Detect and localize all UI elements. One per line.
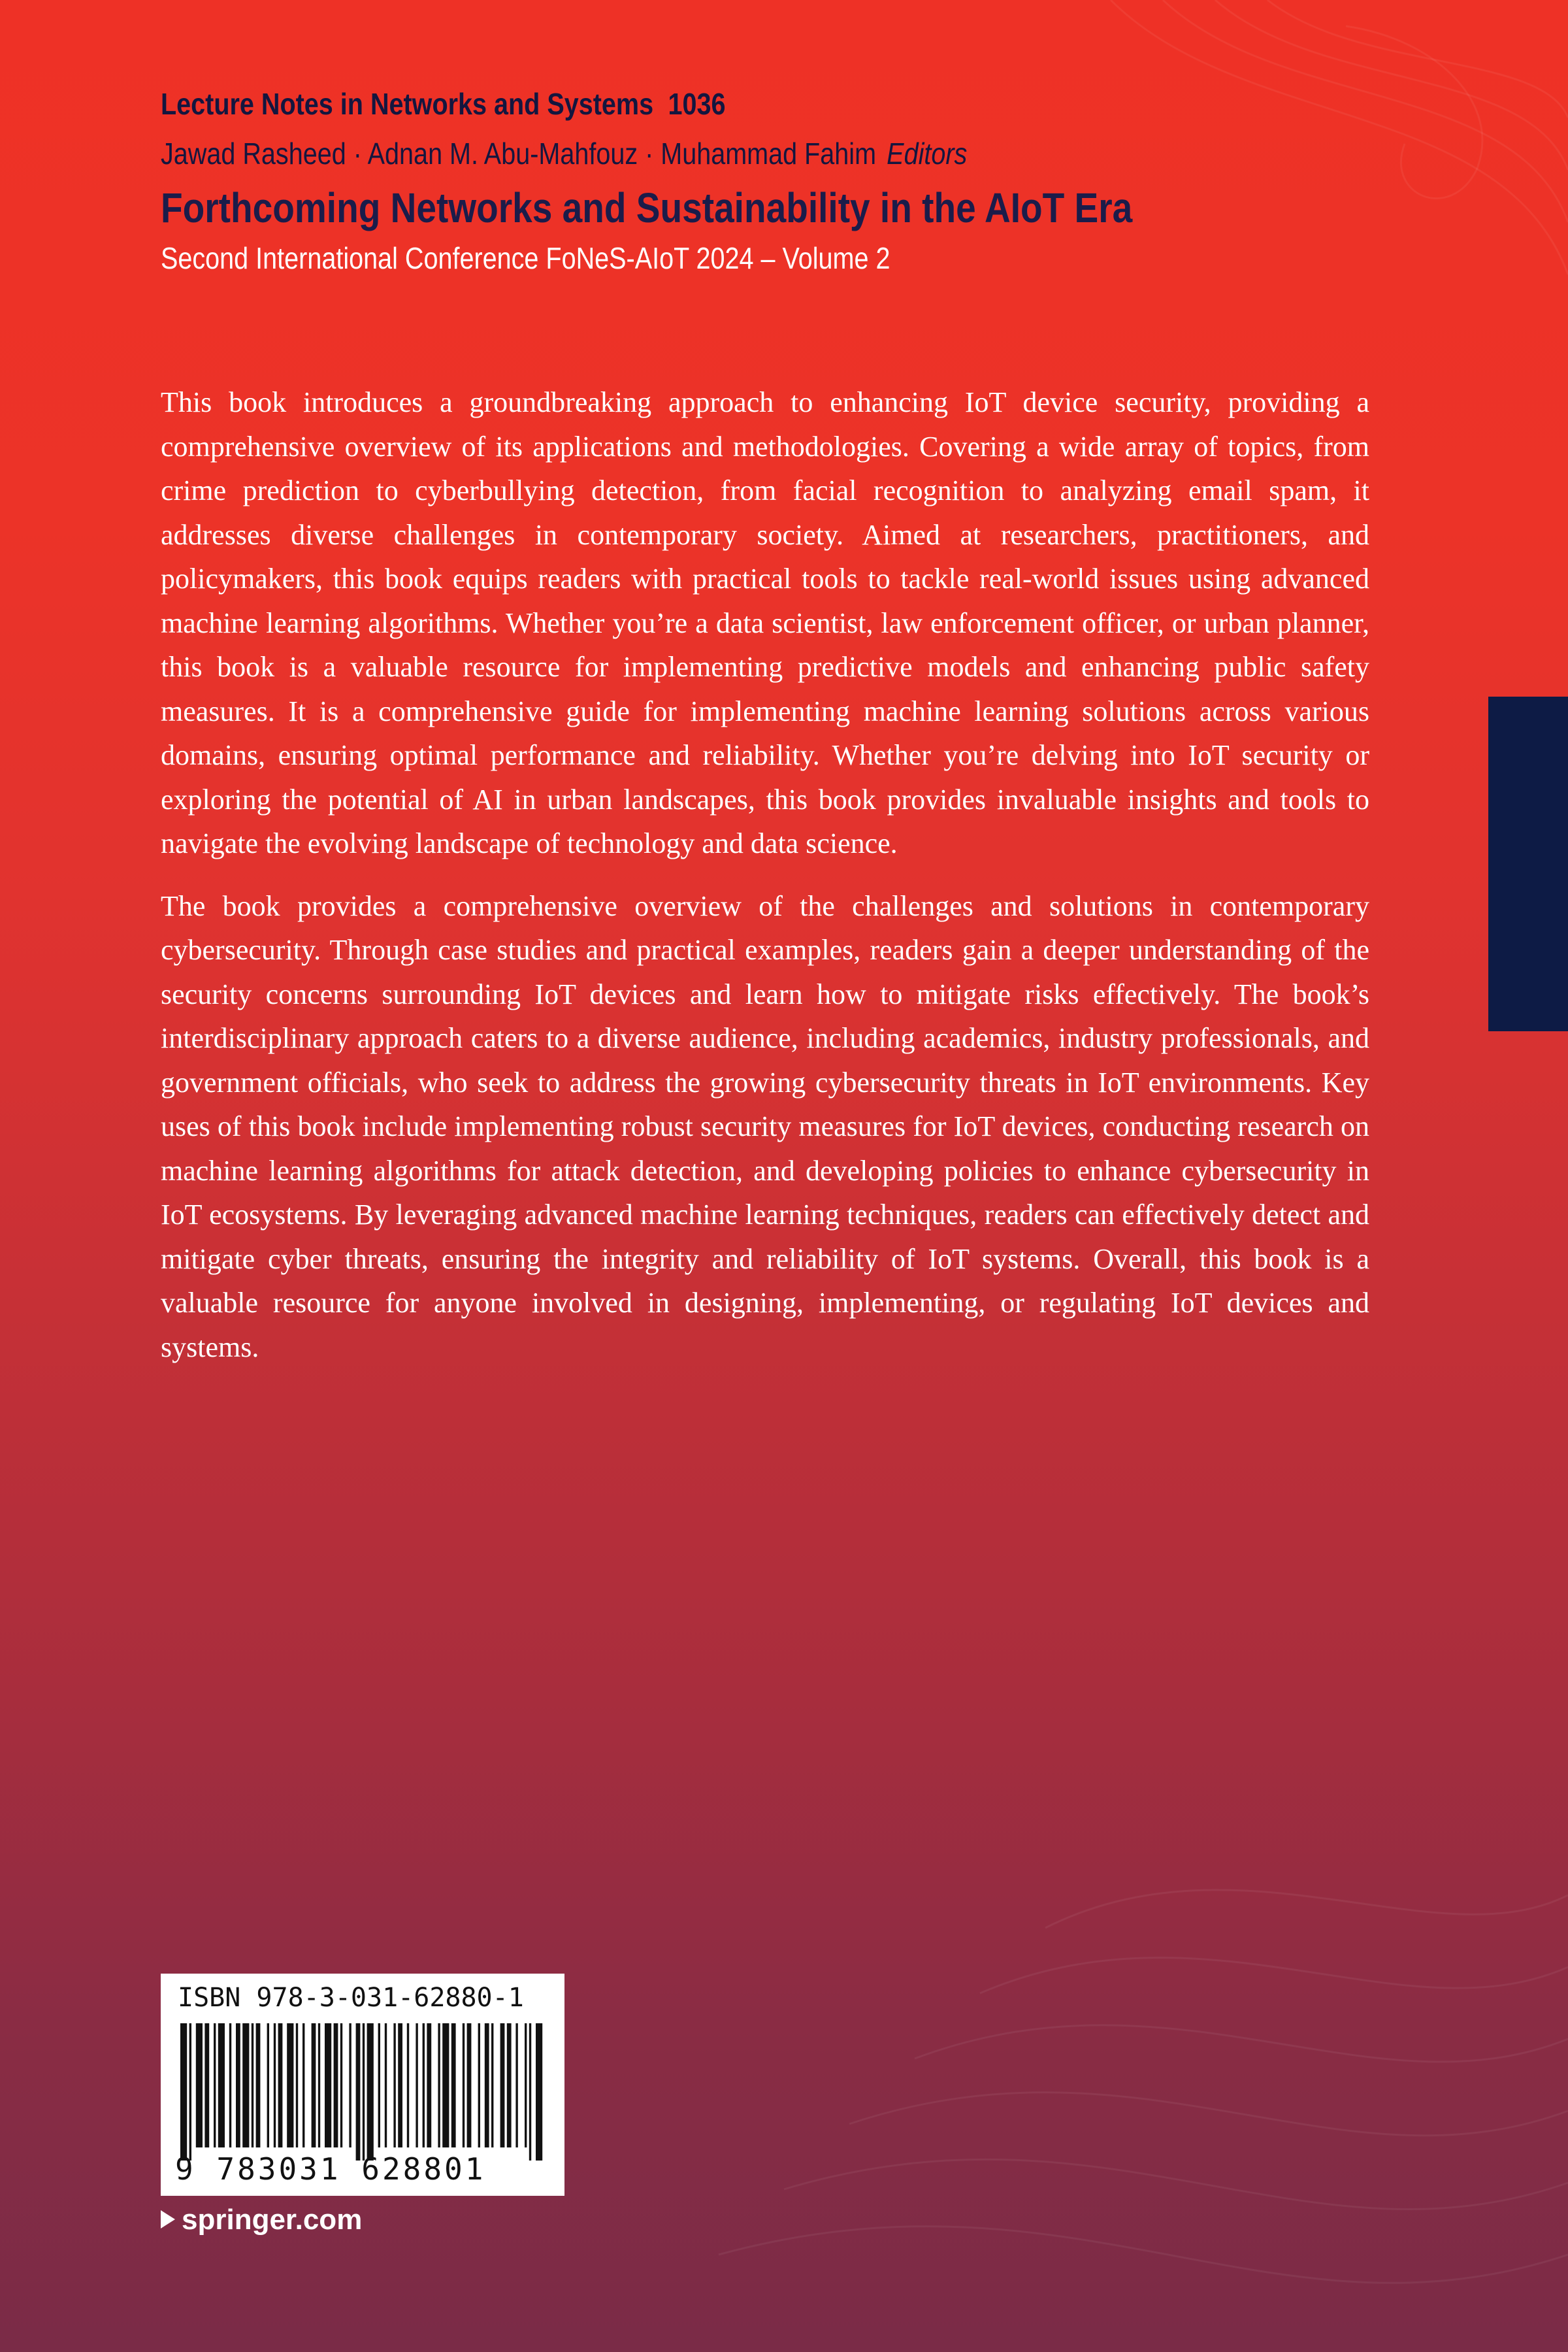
publisher-url: springer.com	[182, 2204, 363, 2236]
series-name: Lecture Notes in Networks and Systems	[161, 87, 654, 121]
book-description	[161, 380, 1369, 1387]
isbn-barcode-box	[161, 1974, 564, 2196]
spine-color-tab	[1488, 697, 1568, 1031]
editor-names: Jawad Rasheed · Adnan M. Abu-Mahfouz · Muhammad Fahim	[161, 137, 877, 171]
barcode-icon	[178, 2023, 544, 2161]
series-volume-number: 1036	[668, 87, 726, 121]
description-paragraph-1: This book introduces a groundbreaking approach to enhancing IoT device security, providing a comprehensive overview of its applications and methodologies. Covering a wide array of topics, from crime prediction to cyberbullying detection, from facial recognition to analyzing email spam, it addresses diverse challenges in contemporary society. Aimed at researchers, practitioners, and policymakers, this book equips readers with practical tools to tackle real-world issues using advanced machine learning algorithms. Whether you’re a data scientist, law enforcement officer, or urban planner, this book is a valuable resource for implementing predictive models and enhancing public safety measures. It is a comprehensive guide for implementing machine learning solutions across various domains, ensuring optimal performance and reliability. Whether you’re delving into IoT security or exploring the potential of AI in urban landscapes, this book provides invaluable insights and tools to navigate the evolving landscape of technology and data science.	[161, 386, 1369, 859]
cover-header	[161, 82, 1402, 280]
series-line	[161, 82, 1228, 125]
triangle-arrow-icon	[161, 2210, 175, 2228]
book-title: Forthcoming Networks and Sustainability in the AIoT Era	[161, 184, 1133, 231]
editors-line	[161, 132, 1228, 175]
isbn-label: ISBN 978-3-031-62880-1	[178, 1983, 524, 2013]
barcode-digits: 9 783031 628801	[175, 2151, 486, 2187]
publisher-link[interactable]	[161, 2204, 362, 2236]
editors-role: Editors	[887, 137, 968, 171]
book-subtitle: Second International Conference FoNeS-AIoT 2024 – Volume 2	[161, 241, 890, 275]
description-paragraph-2: The book provides a comprehensive overview of the challenges and solutions in contemporary cybersecurity. Through case studies and practical examples, readers gain a deeper understanding of the security concerns surrounding IoT devices and learn how to mitigate risks effectively. The book’s interdisciplinary approach caters to a diverse audience, including academics, industry professionals, and government officials, who seek to address the growing cybersecurity threats in IoT environments. Key uses of this book include implementing robust security measures for IoT devices, conducting research on machine learning algorithms for attack detection, and developing policies to enhance cybersecurity in IoT ecosystems. By leveraging advanced machine learning techniques, readers can effectively detect and mitigate cyber threats, ensuring the integrity and reliability of IoT systems. Overall, this book is a valuable resource for anyone involved in designing, implementing, or regulating IoT devices and systems.	[161, 889, 1369, 1363]
